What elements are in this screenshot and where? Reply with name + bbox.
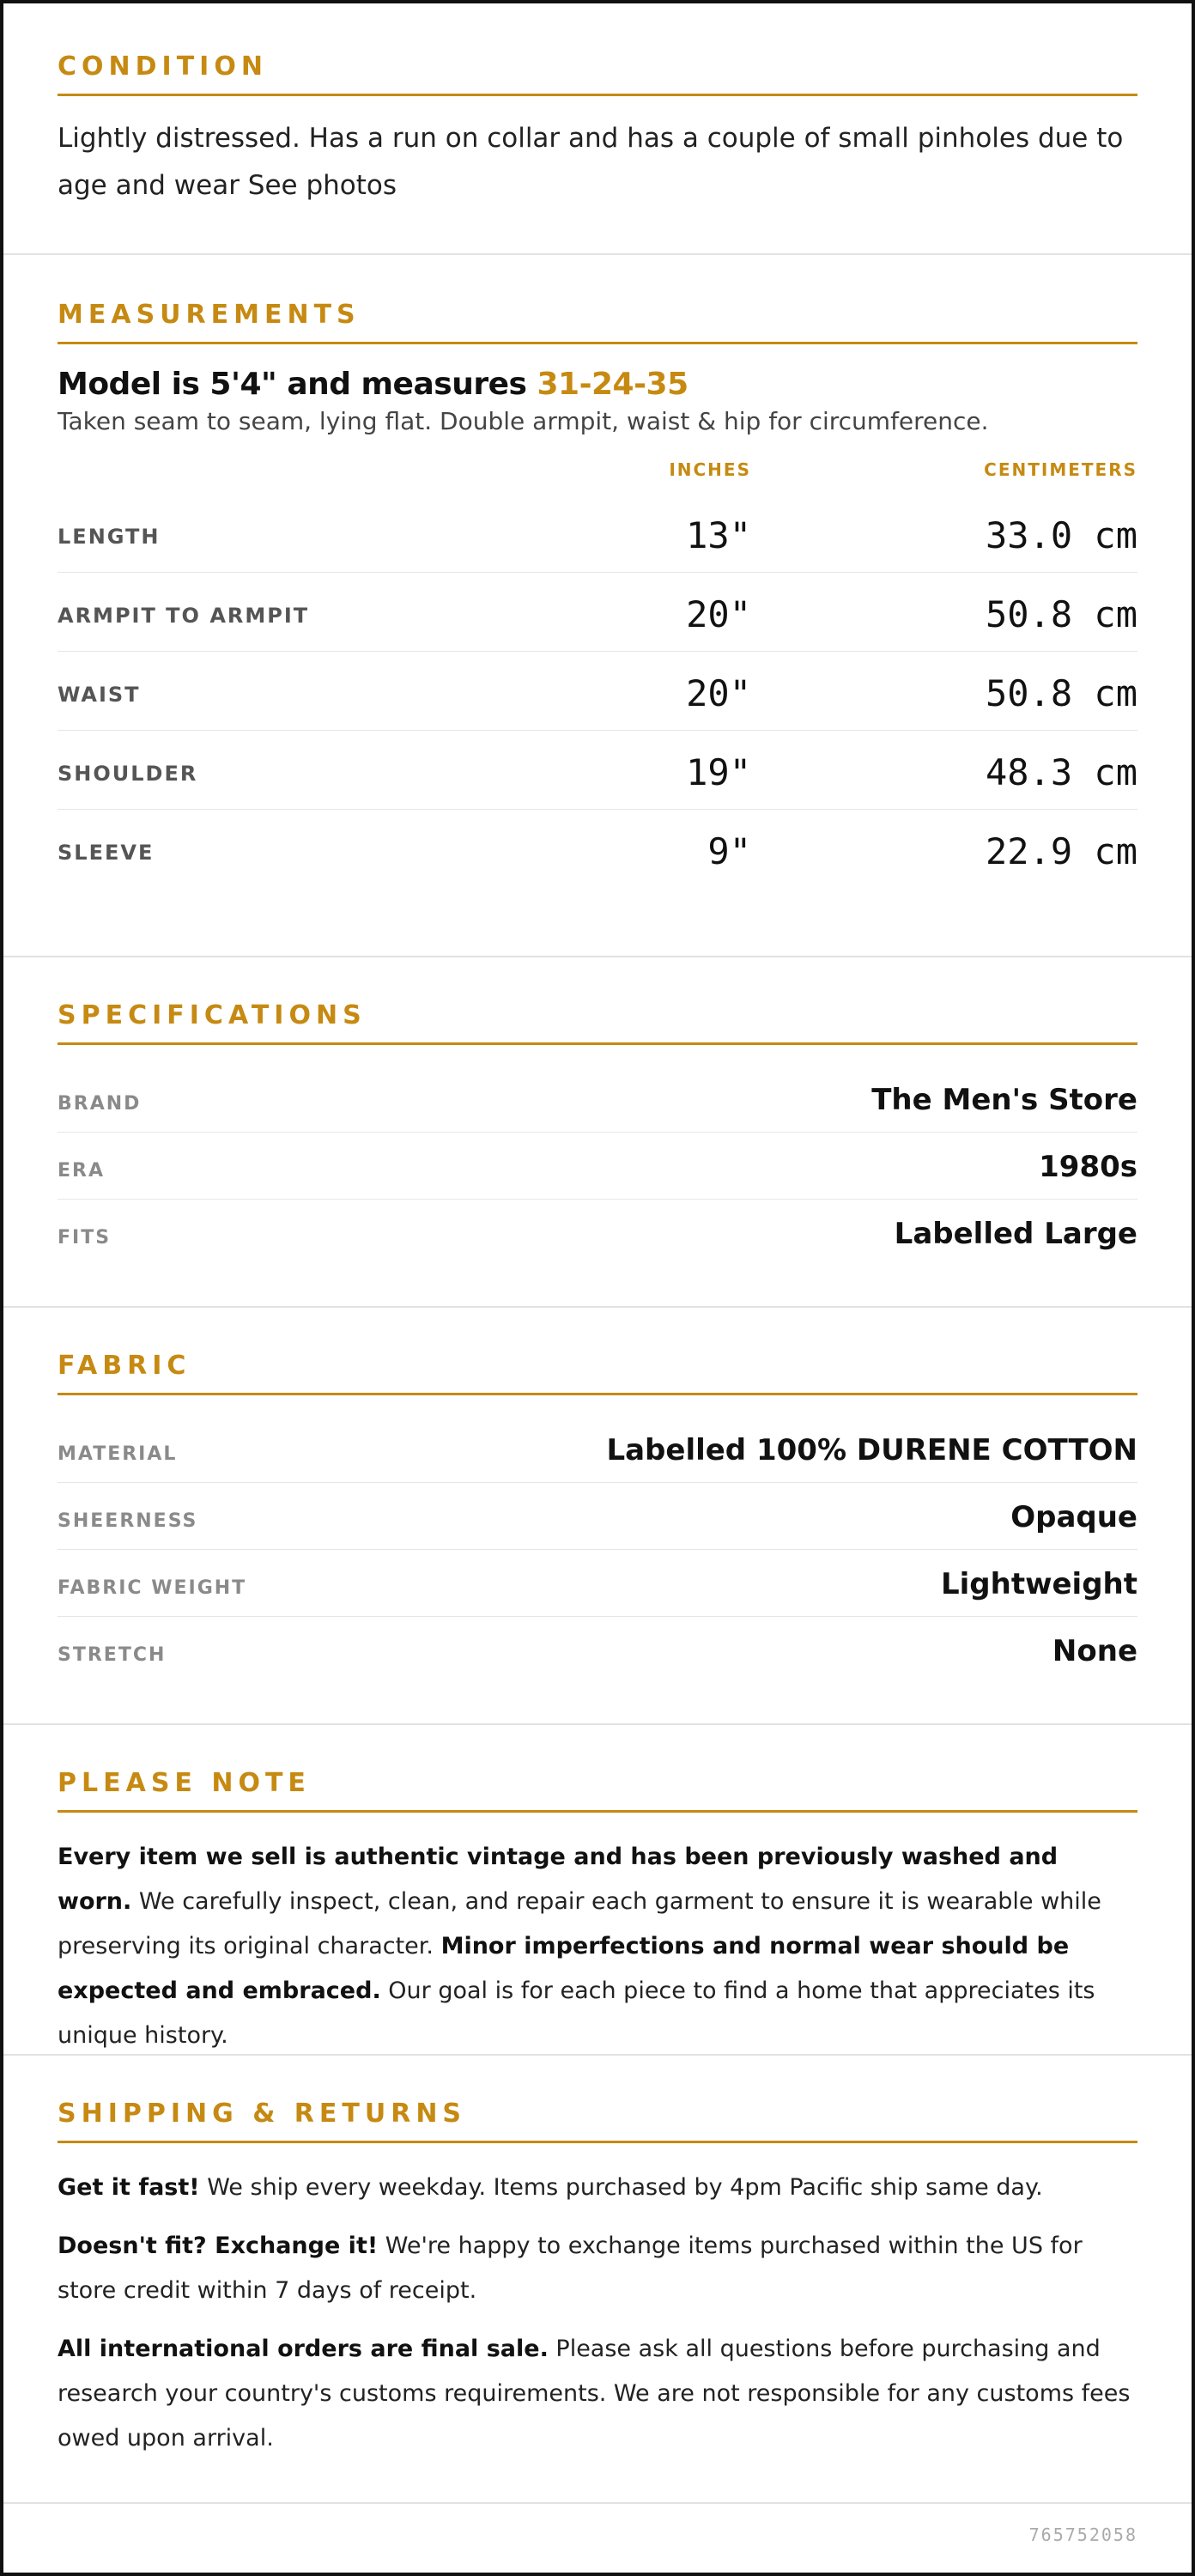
shipping-paragraph-fast — [58, 2166, 1137, 2210]
spec-key: FITS — [58, 1227, 112, 1249]
measurement-inches: 20" — [686, 593, 751, 635]
measurement-inches: 13" — [686, 514, 751, 556]
centimeters-column-header: CENTIMETERS — [984, 459, 1137, 480]
spec-key: ERA — [58, 1160, 105, 1182]
shipping-text: Please ask all questions before purchasing and research your country's customs requirements. We are not responsible for any customs fees owed upon arrival. — [58, 2336, 1131, 2451]
fabric-title: FABRIC — [58, 1351, 1137, 1395]
fabric-value: Lightweight — [940, 1567, 1137, 1601]
shipping-text: We're happy to exchange items purchased within the US for store credit within 7 days of receipt. — [58, 2233, 1083, 2304]
fabric-list — [58, 1416, 1137, 1684]
fabric-row-stretch — [58, 1617, 1137, 1684]
measurement-table — [58, 494, 1137, 889]
spec-row-fits — [58, 1200, 1137, 1267]
measurement-row-sleeve — [58, 810, 1137, 889]
fabric-key: SHEERNESS — [58, 1510, 198, 1532]
condition-section — [3, 3, 1192, 255]
specifications-list — [58, 1066, 1137, 1267]
measurements-section — [3, 255, 1192, 957]
spec-value: 1980s — [1039, 1150, 1137, 1184]
note-text-1: We carefully inspect, clean, and repair each garment to ensure it is wearable while preserving its original character. — [58, 1888, 1101, 1959]
shipping-bold: Get it fast! — [58, 2174, 200, 2201]
fabric-value: Opaque — [1010, 1500, 1137, 1534]
shipping-paragraph-exchange — [58, 2224, 1137, 2313]
measurement-label: SLEEVE — [58, 841, 155, 865]
condition-title: CONDITION — [58, 52, 1137, 96]
model-measures: 31-24-35 — [537, 367, 688, 402]
measurement-header — [58, 459, 1137, 494]
please-note-title: PLEASE NOTE — [58, 1768, 1137, 1813]
please-note-section — [3, 1725, 1192, 2056]
shipping-paragraph-international — [58, 2327, 1137, 2461]
measurement-row-waist — [58, 652, 1137, 731]
model-info — [58, 367, 1137, 402]
measurement-note: Taken seam to seam, lying flat. Double armpit, waist & hip for circumference. — [58, 407, 989, 435]
measurement-label: ARMPIT TO ARMPIT — [58, 604, 310, 628]
fabric-key: STRETCH — [58, 1644, 167, 1666]
note-bold-2: Minor imperfections and normal wear should be expected and embraced. — [58, 1933, 1070, 2004]
fabric-key: MATERIAL — [58, 1443, 178, 1465]
spec-value: Labelled Large — [894, 1217, 1137, 1251]
inches-column-header: INCHES — [669, 459, 751, 480]
measurement-inches: 19" — [686, 751, 751, 793]
measurement-row-armpit — [58, 573, 1137, 652]
measurement-cm: 50.8 cm — [985, 672, 1137, 714]
note-text-2: Our goal is for each piece to find a home that appreciates its unique history. — [58, 1978, 1095, 2049]
shipping-text: We ship every weekday. Items purchased by 4pm Pacific ship same day. — [199, 2174, 1043, 2201]
fabric-key: FABRIC WEIGHT — [58, 1577, 247, 1599]
spec-row-brand — [58, 1066, 1137, 1133]
measurements-title: MEASUREMENTS — [58, 300, 1137, 344]
fabric-section — [3, 1308, 1192, 1725]
measurement-row-shoulder — [58, 731, 1137, 810]
product-code: 765752058 — [1028, 2524, 1137, 2545]
condition-text: Lightly distressed. Has a run on collar and has a couple of small pinholes due to age and wear See photos — [58, 123, 1124, 201]
measurement-cm: 48.3 cm — [985, 751, 1137, 793]
note-bold-1: Every item we sell is authentic vintage and has been previously washed and worn. — [58, 1844, 1059, 1915]
specifications-section — [3, 957, 1192, 1308]
measurement-cm: 50.8 cm — [985, 593, 1137, 635]
measurement-cm: 22.9 cm — [985, 830, 1137, 872]
measurement-label: LENGTH — [58, 525, 161, 549]
fabric-value: Labelled 100% DURENE COTTON — [606, 1433, 1137, 1467]
measurement-inches: 20" — [686, 672, 751, 714]
shipping-bold: All international orders are final sale. — [58, 2336, 549, 2362]
spec-key: BRAND — [58, 1093, 142, 1115]
fabric-row-sheerness — [58, 1483, 1137, 1550]
fabric-row-material — [58, 1416, 1137, 1483]
fabric-row-weight — [58, 1550, 1137, 1617]
specifications-title: SPECIFICATIONS — [58, 1000, 1137, 1045]
shipping-section — [3, 2056, 1192, 2504]
measurement-inches: 9" — [707, 830, 751, 872]
measurement-label: SHOULDER — [58, 762, 198, 786]
shipping-title: SHIPPING & RETURNS — [58, 2099, 1137, 2143]
measurement-label: WAIST — [58, 683, 141, 707]
footer — [3, 2504, 1192, 2573]
please-note-text — [58, 1835, 1137, 2058]
spec-row-era — [58, 1133, 1137, 1200]
shipping-bold: Doesn't fit? Exchange it! — [58, 2233, 379, 2259]
model-info-prefix: Model is 5'4" and measures — [58, 367, 537, 402]
fabric-value: None — [1052, 1634, 1137, 1668]
spec-value: The Men's Store — [871, 1083, 1137, 1117]
measurement-row-length — [58, 494, 1137, 573]
measurement-cm: 33.0 cm — [985, 514, 1137, 556]
